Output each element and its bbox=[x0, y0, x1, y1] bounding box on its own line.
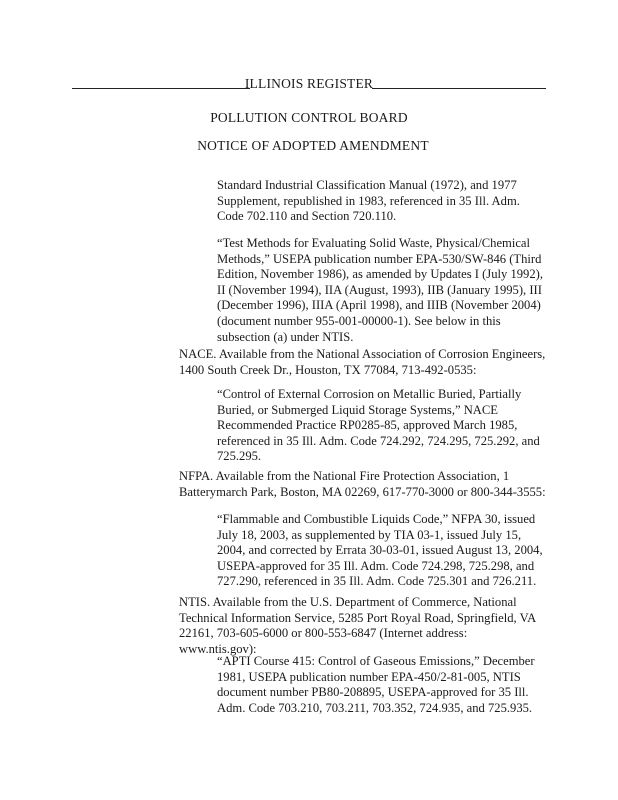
paragraph-ntis: NTIS. Available from the U.S. Department of Commerce, National Technical Information Service, 5285 Port Royal Road, Springfield, VA 22161, 703-605-6000 or 800-553-6847 (Internet address: www.ntis.gov): bbox=[179, 595, 536, 656]
register-title: ILLINOIS REGISTER bbox=[244, 76, 374, 91]
paragraph-nace: NACE. Available from the National Association of Corrosion Engineers, 1400 South Creek Dr., Houston, TX 77084, 713-492-0535: bbox=[179, 347, 546, 377]
paragraph-nfpa-code: “Flammable and Combustible Liquids Code,” NFPA 30, issued July 18, 2003, as supplemented by TIA 03-1, issued July 15, 2004, and corrected by Errata 30-03-01, issued August 13, 2004, USEPA-approved for 35 Ill. Adm. Code 724.298, 725.298, and 727.290, referenced in 35 Ill. Adm. Code 725.301 and 726.211. bbox=[217, 512, 543, 589]
board-title: POLLUTION CONTROL BOARD bbox=[210, 110, 408, 125]
paragraph-apti-course: “APTI Course 415: Control of Gaseous Emissions,” December 1981, USEPA publication number EPA-450/2-81-005, NTIS document number PB80-208895, USEPA-approved for 35 Ill. Adm. Code 703.210, 703.211, 703.352, 724.935, and 725.935. bbox=[217, 654, 535, 715]
paragraph-sic-manual: Standard Industrial Classification Manual (1972), and 1977 Supplement, republished in 1983, referenced in 35 Ill. Adm. Code 702.110 and Section 720.110. bbox=[217, 178, 520, 224]
paragraph-nace-corrosion: “Control of External Corrosion on Metallic Buried, Partially Buried, or Submerged Liquid Storage Systems,” NACE Recommended Practice RP0285-85, approved March 1985, referenced in 35 Ill. Adm. Code 724.292, 724.295, 725.292, and 725.295. bbox=[217, 387, 540, 464]
notice-title: NOTICE OF ADOPTED AMENDMENT bbox=[197, 138, 429, 153]
paragraph-nfpa: NFPA. Available from the National Fire Protection Association, 1 Batterymarch Park, Boston, MA 02269, 617-770-3000 or 800-344-3555: bbox=[179, 469, 546, 499]
paragraph-test-methods: “Test Methods for Evaluating Solid Waste, Physical/Chemical Methods,” USEPA publication number EPA-530/SW-846 (Third Edition, November 1986), as amended by Updates I (July 1992), II (November 1994), IIA (August, 1993), IIB (January 1995), III (December 1996), IIIA (April 1998), and IIIB (November 2004) (document number 955-001-00000-1). See below in this subsection (a) under NTIS. bbox=[217, 236, 543, 344]
